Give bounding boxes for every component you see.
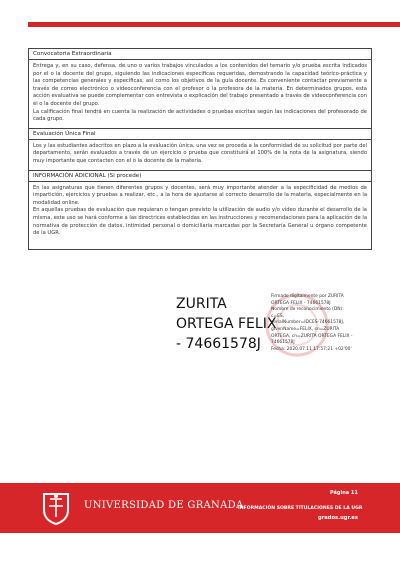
section-heading-extraordinaria: Convocatoria Extraordinaria — [29, 49, 371, 60]
header-red-bar — [28, 22, 400, 27]
evaluation-table — [28, 48, 372, 250]
signature-detail-line: Fecha: 2020.07.11 17:57:21 +02'00' — [271, 346, 352, 352]
signature-detail-line: serialNumber=IDCES-74661578J, — [271, 320, 345, 326]
signature-detail-line: ORTEGA, cn=ZURITA ORTEGA FELIX - — [271, 333, 353, 339]
paragraph: En aquellas pruebas de evaluación que requieran o tengan previsto la utilización de audio y/o vídeo durante el desarrollo de la misma, este uso se hará conforme a las directrices establecidas en las instrucciones y recomendaciones para la aplicación de la normativa de protección de datos, intimidad personal o domiciliaria marcadas por la Secretaría General u órgano competente de la UGR. — [33, 207, 367, 237]
signature-detail-line: givenName=FELIX, sn=ZURITA — [271, 326, 340, 332]
footer-url: grados.ugr.es — [318, 515, 358, 521]
section-heading-informacion-adicional: INFORMACIÓN ADICIONAL (Si procede) — [29, 171, 371, 182]
signature-detail-line: ORTEGA FELIX - 74661578J — [271, 300, 331, 306]
signer-name-line: - 74661578J — [176, 336, 261, 352]
signature-detail-line: Nombre de reconocimiento (DN): — [271, 307, 344, 313]
section-body-evaluacion-unica — [29, 140, 371, 171]
paragraph: En las asignaturas que tienen diferentes grupos y docentes, será muy importante atender a la especificidad de medios de impartición, ejercicios y pruebas a realizar, etc., a la hora de ajustarse al correcto desarrollo de la materia, especialmente en la modalidad online. — [33, 184, 367, 206]
section-heading-evaluacion-unica: Evaluación Única Final — [29, 129, 371, 140]
signer-name-line: ORTEGA FELIX — [176, 316, 277, 332]
paragraph: Entrega y, en su caso, defensa, de uno o varios trabajos vinculados a los contenidos del temario y/o prueba escrita indicados por el o la docente del grupo, siguiendo las indicaciones especificas requeridas, demostrando la capacidad teórico-práctica y las competencias generales y específicas, así como los objetivos de la guía docente. Es conveniente contactar previamente a través de correo electrónico o videoconferencia con el profesor o la profesora de la materia. En determinados grupos, esta acción evaluativa se puede complementar con entrevista o explicación del trabajo presentado a través de videoconferencia con él o la docente del grupo. — [33, 63, 367, 107]
page-number: Página 11 — [330, 490, 358, 496]
section-body-informacion-adicional — [29, 182, 371, 249]
signature-detail-line: c=ES, — [271, 313, 285, 319]
paragraph: La calificación final tendrá en cuenta la realización de actividades o pruebas escritas según las indicaciones del profesorado de cada grupo. — [33, 108, 367, 123]
footer-info-title: INFORMACIÓN SOBRE TITULACIONES DE LA UGR — [238, 506, 363, 511]
university-name: UNIVERSIDAD DE GRANADA — [84, 500, 244, 511]
signer-name — [176, 294, 276, 354]
signature-detail-line: Firmado digitalmente por ZURITA — [271, 294, 344, 299]
signature-details — [271, 294, 389, 353]
section-body-extraordinaria — [29, 60, 371, 129]
university-crest-icon — [36, 490, 76, 526]
paragraph: Los y las estudiantes adscritos en plazo a la evaluación única, una vez se proceda a la conformidad de su solicitud por parte del departamento, serán evaluados a través de un ejercicio o prueba que constituirá el 100% de la nota de la asignatura, siendo muy importante que contacten con el o la docente de la materia. — [33, 142, 367, 164]
signer-name-line: ZURITA — [176, 296, 227, 312]
signature-detail-line: 74661578J — [271, 340, 295, 346]
